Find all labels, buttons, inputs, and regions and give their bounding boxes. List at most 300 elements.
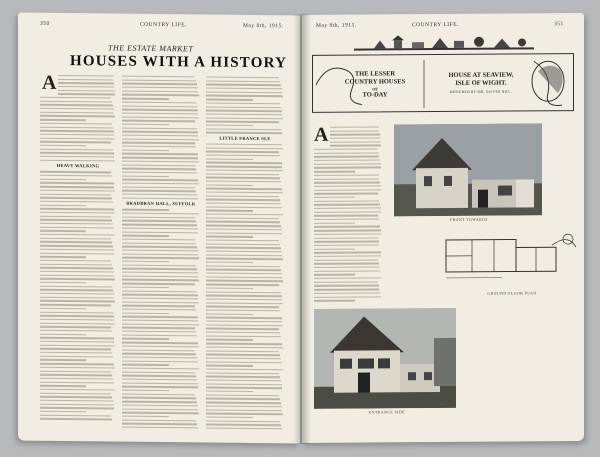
text-line: [206, 265, 280, 267]
text-line: [122, 360, 198, 362]
text-line: [206, 313, 253, 315]
text-line: [122, 98, 169, 100]
text-line: [122, 138, 199, 140]
text-line: [206, 247, 281, 249]
text-line: [40, 130, 114, 132]
text-line: [122, 190, 196, 192]
text-line: [330, 145, 381, 147]
text-line: [314, 252, 381, 254]
text-line: [40, 267, 113, 269]
text-line: [58, 82, 114, 84]
right-text-column-1: [314, 148, 382, 303]
ground-floor-plan: [442, 225, 582, 288]
text-line: [122, 224, 197, 226]
text-line: [122, 338, 169, 340]
text-line: [314, 289, 379, 291]
text-line: [206, 409, 282, 411]
text-line: [206, 132, 282, 134]
text-line: [314, 167, 381, 169]
text-line: [122, 209, 169, 211]
text-line: [314, 296, 381, 298]
text-line: [206, 306, 279, 308]
text-line: [314, 300, 355, 302]
text-line: [314, 174, 379, 176]
issue-date-left: May 8th, 1915.: [243, 22, 284, 30]
text-line: [122, 375, 196, 377]
text-column-3: [206, 76, 284, 431]
text-line: [314, 197, 355, 199]
text-line: [122, 242, 196, 244]
text-line: [40, 367, 115, 369]
text-line: [122, 183, 199, 185]
text-line: [58, 75, 113, 77]
text-line: [206, 217, 279, 219]
text-line: [40, 171, 111, 173]
text-line: [122, 227, 198, 229]
text-line: [314, 185, 381, 187]
text-line: [122, 235, 169, 237]
text-line: [122, 408, 198, 410]
text-line: [206, 214, 283, 216]
text-line: [122, 109, 198, 111]
text-line: [40, 219, 112, 221]
text-line: [314, 156, 379, 158]
text-line: [40, 311, 113, 313]
text-line: [40, 392, 111, 394]
title-banner: [312, 53, 574, 113]
text-line: [314, 237, 378, 239]
text-line: [122, 419, 196, 421]
text-line: [206, 320, 282, 322]
text-line: [122, 301, 199, 303]
text-line: [122, 331, 196, 333]
text-line: [314, 226, 380, 228]
text-line: [206, 365, 253, 367]
text-line: [122, 131, 198, 133]
caption-bottom-photo: ENTRANCE SIDE: [368, 410, 406, 415]
text-line: [40, 230, 86, 232]
text-line: [314, 171, 355, 173]
text-line: [40, 319, 114, 321]
text-line: [40, 148, 113, 150]
series-title-line-2: COUNTRY HOUSES: [344, 78, 406, 86]
text-line: [206, 335, 281, 337]
text-line: [314, 270, 380, 272]
text-line: [40, 100, 112, 102]
text-line: [206, 243, 280, 245]
text-line: [40, 407, 114, 409]
text-line: [122, 401, 197, 403]
text-line: [40, 304, 111, 306]
text-line: [206, 99, 253, 101]
text-line: [122, 142, 195, 144]
text-line: [40, 179, 86, 181]
text-line: [206, 206, 282, 208]
text-line: [122, 76, 195, 78]
text-line: [206, 287, 253, 289]
text-line: [122, 197, 198, 199]
text-line: [206, 357, 281, 359]
section-kicker: THE ESTATE MARKET: [108, 43, 194, 54]
text-line: [40, 381, 114, 383]
text-line: [40, 104, 113, 106]
text-line: [206, 210, 253, 212]
article-title: [440, 71, 522, 96]
text-line: [206, 195, 279, 197]
text-line: [122, 179, 198, 181]
text-line: [40, 271, 114, 273]
text-line: [314, 148, 378, 150]
text-line: [40, 359, 86, 361]
text-line: [206, 191, 283, 193]
text-line: [40, 134, 114, 136]
text-line: [40, 411, 86, 413]
text-line: [40, 115, 115, 117]
text-line: [206, 76, 279, 78]
series-title: [334, 70, 416, 100]
text-line: [40, 293, 114, 295]
text-column-1: [58, 75, 116, 98]
text-line: [206, 354, 280, 356]
text-line: [206, 391, 253, 393]
text-line: [40, 322, 115, 324]
text-line: [40, 245, 113, 247]
text-line: [122, 186, 195, 188]
article-headline: HOUSES WITH A HISTORY: [70, 53, 288, 72]
text-line: [122, 238, 195, 240]
text-line: [206, 328, 279, 330]
text-line: [40, 204, 86, 206]
text-line: [40, 341, 114, 343]
text-line: [122, 342, 198, 344]
text-line: [122, 283, 195, 285]
text-line: [314, 263, 379, 265]
text-line: [314, 200, 379, 202]
text-line: [40, 352, 112, 354]
text-line: [314, 255, 381, 257]
text-line: [314, 193, 378, 195]
text-line: [40, 396, 112, 398]
text-line: [40, 193, 111, 195]
text-line: [40, 263, 112, 265]
text-line: [206, 317, 282, 319]
text-line: [122, 386, 198, 388]
text-line: [40, 141, 111, 143]
text-line: [206, 346, 283, 348]
text-line: [40, 400, 113, 402]
text-line: [206, 413, 283, 415]
text-line: [314, 285, 379, 287]
text-line: [122, 112, 198, 114]
text-line: [58, 86, 114, 88]
text-line: [122, 261, 169, 263]
text-line: [206, 269, 281, 271]
text-line: [40, 186, 114, 188]
text-line: [122, 268, 197, 270]
text-line: [206, 95, 283, 97]
text-line: [122, 231, 198, 233]
text-line: [40, 315, 114, 317]
running-title-right: COUNTRY LIFE.: [412, 21, 459, 29]
text-line: [40, 308, 86, 310]
text-line: [40, 337, 114, 339]
column-subhead: BRADBRAN HALL, SUFFOLK: [126, 201, 196, 207]
text-line: [206, 147, 283, 149]
text-line: [330, 137, 380, 139]
text-line: [122, 323, 199, 325]
text-line: [122, 168, 196, 170]
text-line: [206, 155, 280, 157]
text-line: [206, 180, 281, 182]
text-line: [206, 261, 253, 263]
text-line: [314, 222, 355, 224]
text-line: [314, 259, 378, 261]
text-line: [122, 371, 195, 373]
text-line: [40, 108, 114, 110]
text-line: [122, 220, 196, 222]
text-line: [40, 123, 112, 125]
series-title-line-3: OF: [372, 86, 378, 92]
text-line: [122, 171, 197, 173]
article-title-line-1: HOUSE AT SEAVIEW,: [448, 71, 514, 79]
text-line: [40, 300, 115, 302]
text-line: [206, 420, 280, 422]
issue-date-right: May 8th, 1915.: [316, 22, 357, 29]
text-line: [122, 275, 198, 277]
series-title-line-1: THE LESSER: [354, 70, 396, 78]
text-line: [122, 390, 169, 392]
text-line: [122, 353, 196, 355]
text-line: [206, 295, 282, 297]
text-line: [206, 379, 281, 381]
text-line: [40, 241, 112, 243]
text-line: [122, 164, 195, 166]
text-line: [206, 350, 279, 352]
drop-cap-left: A: [42, 71, 57, 94]
text-line: [206, 309, 280, 311]
text-line: [314, 182, 380, 184]
text-line: [122, 404, 198, 406]
text-line: [40, 212, 115, 214]
text-line: [40, 389, 115, 391]
text-line: [206, 162, 282, 164]
text-line: [122, 290, 197, 292]
text-line: [206, 84, 281, 86]
text-line: [40, 256, 86, 258]
text-line: [122, 79, 196, 81]
text-line: [206, 239, 279, 241]
text-line: [122, 279, 199, 281]
text-line: [122, 349, 195, 351]
text-line: [122, 364, 169, 366]
book-gutter: [293, 14, 311, 444]
text-line: [206, 110, 282, 112]
text-line: [330, 141, 381, 143]
text-line: [206, 302, 283, 304]
text-line: [206, 280, 283, 282]
text-line: [206, 361, 282, 363]
text-line: [206, 236, 253, 238]
text-line: [40, 297, 114, 299]
text-line: [122, 379, 197, 381]
text-line: [206, 424, 281, 426]
text-line: [40, 190, 115, 192]
text-line: [40, 252, 114, 254]
text-line: [40, 289, 113, 291]
text-line: [122, 264, 196, 266]
text-line: [40, 175, 112, 177]
text-line: [122, 160, 199, 162]
text-line: [40, 385, 86, 387]
text-line: [206, 91, 282, 93]
text-line: [314, 189, 381, 191]
text-line: [122, 124, 169, 126]
text-line: [206, 398, 280, 400]
text-line: [122, 135, 198, 137]
text-line: [206, 88, 282, 90]
text-line: [122, 368, 199, 370]
text-line: [122, 320, 198, 322]
column-subhead: HEAVY WALKING: [56, 163, 100, 169]
text-line: [40, 249, 114, 251]
left-page: [18, 13, 300, 444]
text-column-2: [122, 76, 200, 431]
text-line: [40, 285, 112, 287]
text-line: [40, 282, 86, 284]
page-number-right: 351: [554, 21, 564, 28]
text-line: [40, 370, 111, 372]
text-line: [40, 223, 113, 225]
text-line: [314, 292, 380, 294]
text-line: [206, 284, 279, 286]
text-line: [314, 211, 381, 213]
text-line: [314, 204, 380, 206]
text-line: [206, 376, 280, 378]
text-line: [122, 286, 169, 288]
text-line: [40, 197, 112, 199]
text-line: [206, 80, 280, 82]
text-line: [206, 102, 280, 104]
text-line: [40, 330, 112, 332]
text-line: [206, 250, 282, 252]
text-line: [40, 378, 113, 380]
text-line: [206, 394, 279, 396]
text-line: [206, 427, 282, 429]
text-line: [40, 159, 115, 161]
text-line: [122, 327, 195, 329]
text-line: [40, 226, 114, 228]
text-line: [122, 250, 198, 252]
text-line: [206, 368, 283, 370]
text-line: [122, 253, 198, 255]
text-line: [206, 324, 283, 326]
text-line: [314, 207, 381, 209]
text-line: [206, 202, 281, 204]
text-line: [122, 312, 169, 314]
text-line: [206, 372, 279, 374]
text-line: [122, 382, 198, 384]
text-line: [40, 333, 86, 335]
text-line: [206, 221, 280, 223]
text-line: [58, 79, 113, 81]
text-line: [206, 273, 282, 275]
column-subhead: LITTLE FRANCE SLE: [219, 135, 271, 142]
text-line: [206, 184, 253, 186]
text-line: [314, 248, 355, 250]
text-line: [206, 228, 282, 230]
text-line: [206, 405, 282, 407]
text-line: [206, 225, 281, 227]
text-line: [206, 113, 282, 115]
text-line: [122, 257, 199, 259]
text-line: [40, 344, 115, 346]
text-line: [122, 397, 196, 399]
text-line: [122, 120, 195, 122]
text-line: [122, 153, 198, 155]
text-line: [206, 177, 280, 179]
series-title-line-4: TO-DAY: [362, 91, 388, 99]
text-line: [40, 326, 111, 328]
text-line: [122, 272, 198, 274]
text-line: [40, 112, 114, 114]
text-line: [314, 152, 379, 154]
text-line: [40, 274, 114, 276]
text-line: [206, 128, 281, 130]
text-line: [314, 233, 381, 235]
text-line: [58, 93, 115, 95]
text-line: [40, 415, 111, 417]
text-line: [206, 402, 281, 404]
text-line: [206, 166, 282, 168]
text-line: [122, 294, 198, 296]
text-line: [40, 156, 114, 158]
text-line: [122, 246, 197, 248]
text-line: [122, 415, 169, 417]
text-line: [314, 219, 379, 221]
text-line: [122, 146, 196, 148]
text-line: [122, 90, 198, 92]
text-line: [40, 260, 111, 262]
text-line: [122, 305, 195, 307]
article-byline: DESIGNED BY MR. OLIVER HILL.: [449, 89, 513, 94]
text-line: [122, 393, 195, 395]
text-line: [330, 134, 380, 136]
text-line: [206, 387, 282, 389]
right-page: [302, 13, 584, 443]
text-line: [314, 274, 355, 276]
text-line: [206, 291, 281, 293]
text-line: [40, 152, 114, 154]
text-line: [206, 169, 283, 171]
text-line: [122, 309, 196, 311]
text-line: [206, 298, 282, 300]
house-photo-front: [394, 123, 542, 216]
text-line: [122, 87, 198, 89]
text-line: [206, 254, 282, 256]
article-title-line-2: ISLE OF WIGHT.: [455, 79, 507, 87]
text-line: [40, 348, 111, 350]
text-line: [206, 343, 282, 345]
text-line: [122, 345, 199, 347]
text-line: [206, 332, 280, 334]
text-line: [206, 143, 282, 145]
text-line: [40, 215, 111, 217]
text-line: [40, 137, 115, 139]
text-line: [122, 194, 197, 196]
text-line: [206, 276, 282, 278]
caption-plan: GROUND-FLOOR PLAN: [487, 291, 537, 296]
text-line: [40, 126, 113, 128]
